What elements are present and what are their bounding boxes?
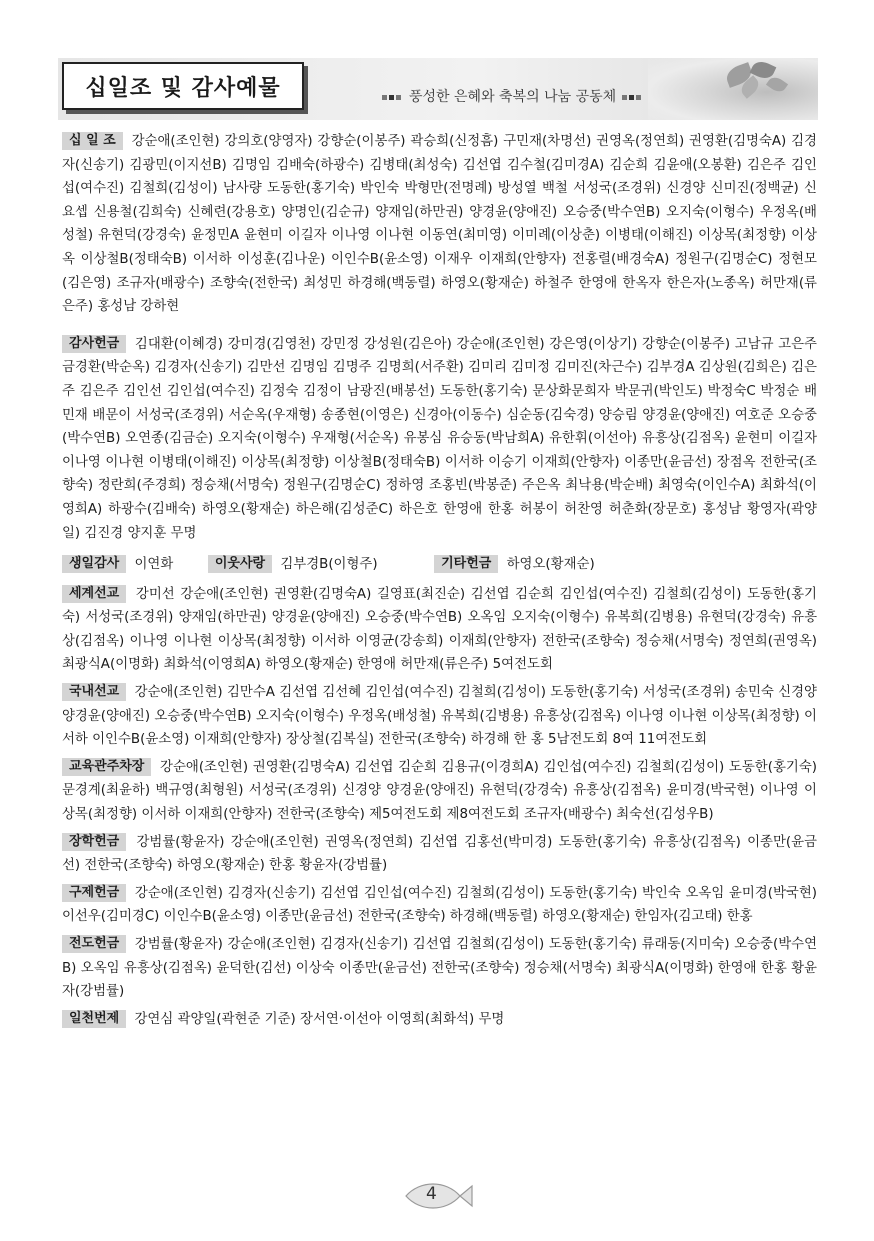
label-birthday: 생일감사 [62, 555, 126, 573]
names-tithe: 강순애(조인현) 강의호(양영자) 강향순(이봉주) 곽승희(신정흠) 구민재(차명선) 권영옥(정연희) 권영환(김명숙A) 김경자(신송기) 김광민(이지선B) 김명임 김배숙(하광수) 김병태(최성숙) 김선엽 김수철(김미경A) 김순희 김윤애(오봉환) 김은주 김인섭(여수진) 김철희(김성이) 남사량 도동한(홍기숙) 박인숙 박형만(전명례) 방성열 백철 서성국(조경위) 신경양 신미진(정백균) 신요셉 신용철(김희숙) 신혜련(강용호) 양명인(김순규) 양재임(하만권) 양경윤(양애진) 오승중(박수연B) 오지숙(이형수) 우정옥(배성철) 유현덕(강경숙) 윤정민A 윤현미 이길자 이나영 이나현 이동연(최미영) 이미례(이상춘) 이병태(이해진) 이상목(최정향) 이상옥 이상철B(정태숙B) 이서하 이성훈(김나운) 이인수B(윤소영) 이재우 이재희(안향자) 전홍렬(배경숙A) 정원구(김명순C) 정현모(김은영) 조규자(배광수) 조향숙(전한국) 최성민 하경해(백동렬) 하영오(황재순) 하철주 한영애 한옥자 한은자(노종옥) 허만재(류은주) 홍성남 강하현 [62, 134, 817, 315]
section-misc-row [62, 553, 817, 577]
names-ilcheon: 강연심 곽양일(곽현준 기준) 장서연·이선아 이영희(최화석) 무명 [134, 1011, 505, 1027]
section-scholarship [62, 831, 817, 878]
names-relief: 강순애(조인현) 김경자(신송기) 김선엽 김인섭(여수진) 김철희(김성이) 도동한(홍기숙) 박인숙 오옥임 윤미경(박국현) 이선우(김미경C) 이인수B(윤소영) 이종만(윤금선) 전한국(조향숙) 하경해(백동렬) 하영오(황재순) 한임자(김고태) 한홍 [62, 885, 817, 925]
section-tithe [62, 130, 817, 319]
section-domestic-mission [62, 681, 817, 752]
label-domestic-mission: 국내선교 [62, 683, 126, 701]
names-education: 강순애(조인현) 권영환(김명숙A) 김선엽 김순희 김용규(이경희A) 김인섭(여수진) 김철희(김성이) 도동한(홍기숙) 문경계(최윤하) 백규영(최형원) 서성국(조경위) 신경양 양경윤(양애진) 유현덕(강경숙) 유흥상(김점옥) 윤미경(박국현) 이나영 이상목(최정향) 이서하 이재희(안향자) 전한국(조향숙) 제5여전도회 제8여전도회 조규자(배광수) 최숙선(김성우B) [62, 759, 817, 823]
names-evangelism: 강범률(황윤자) 강순애(조인현) 김경자(신송기) 김선엽 김철희(김성이) 도동한(홍기숙) 류래동(지미숙) 오승중(박수연B) 오옥임 유흥상(김점옥) 윤덕한(김선) 이상숙 이종만(윤금선) 전한국(조향숙) 정승채(서명숙) 최광식A(이명화) 한영애 한홍 황윤자(강범률) [62, 937, 818, 1000]
names-scholarship: 강범률(황윤자) 강순애(조인현) 권영옥(정연희) 김선엽 김홍선(박미경) 도동한(홍기숙) 유흥상(김점옥) 이종만(윤금선) 전한국(조향숙) 하영오(황재순) 한홍 황윤자(강범률) [62, 834, 817, 874]
names-other: 하영오(황재순) [506, 557, 595, 573]
names-world-mission: 강미선 강순애(조인현) 권영환(김명숙A) 길영표(최진순) 김선엽 김순희 김인섭(여수진) 김철희(김성이) 도동한(홍기숙) 서성국(조경위) 양재임(하만권) 양경윤(양애진) 오승중(박수연B) 오옥임 오지숙(이형수) 유복희(김병용) 유현덕(강경숙) 유흥상(김점옥) 이나영 이나현 이상목(최정향) 이서하 이영균(강송희) 이재희(안향자) 전한국(조향숙) 정승채(서명숙) 정연희(권영옥) 최광식A(이명화) 최화석(이영희A) 하영오(황재순) 한영애 허만재(류은주) 5여전도회 [62, 586, 818, 673]
section-evangelism [62, 933, 817, 1004]
label-evangelism: 전도헌금 [62, 935, 126, 953]
plant-illustration [648, 58, 818, 120]
subtitle-text: 풍성한 은혜와 축복의 나눔 공동체 [409, 89, 617, 105]
names-birthday: 이연화 [134, 557, 174, 573]
label-scholarship: 장학헌금 [62, 833, 126, 851]
section-world-mission [62, 583, 817, 677]
label-world-mission: 세계선교 [62, 585, 126, 603]
subtitle [382, 86, 643, 106]
label-neighbor: 이웃사랑 [208, 555, 272, 573]
decor-squares-right [622, 88, 643, 104]
names-thanks: 김대환(이혜경) 강미경(김영천) 강민정 강성원(김은아) 강순애(조인현) 강은영(이상기) 강향순(이봉주) 고남규 고은주 금경환(박순옥) 김경자(신송기) 김만선 김명임 김명주 김명희(서주환) 김미리 김미정 김미진(차근수) 김부경A 김상원(김희은) 김은주 김은주 김인선 김인섭(여수진) 김정숙 김정이 남광진(배봉선) 도동한(홍기숙) 문상화문희자 박문귀(박인도) 박정숙C 박정순 배민재 배문이 서성국(조경위) 서순옥(우재형) 송종현(이영은) 신경아(이동수) 심순동(김숙경) 양승림 양경윤(양애진) 여호준 오승중(박수연B) 오연종(김금순) 오지숙(이형수) 우재형(서순옥) 유봉심 유승동(박남희A) 유한휘(이선아) 유흥상(김점옥) 윤현미 이길자 이나영 이나현 이병태(이해진) 이상목(최정향) 이상철B(정태숙B) 이서하 이승기 이재희(안향자) 이종만(윤금선) 장점옥 전한국(조향숙) 정란희(주경희) 정승채(서명숙) 정원구(김명순C) 정하영 조홍빈(박봉준) 주은옥 최낙용(박순배) 최영숙(이인수A) 최화석(이영희A) 하광수(김배숙) 하영오(황재순) 하은해(김성준C) 하은호 한영애 한홍 허봉이 허찬영 허춘화(장문호) 홍성남 황영자(곽양일) 김진경 양지훈 무명 [62, 336, 817, 541]
page-number [402, 1178, 474, 1214]
page-title-box [62, 62, 304, 110]
names-neighbor: 김부경B(이형주) [280, 557, 378, 573]
decor-squares-left [382, 88, 403, 104]
label-thanks: 감사헌금 [62, 335, 126, 353]
label-relief: 구제헌금 [62, 884, 126, 902]
label-education: 교육관주차장 [62, 758, 151, 776]
page-number-text: 4 [426, 1184, 437, 1204]
label-other: 기타헌금 [434, 555, 498, 573]
fish-icon [402, 1178, 474, 1214]
names-domestic-mission: 강순애(조인현) 김만수A 김선엽 김선혜 김인섭(여수진) 김철희(김성이) 도동한(홍기숙) 서성국(조경위) 송민숙 신경양 양경윤(양애진) 오승중(박수연B) 오지숙(이형수) 우정옥(배성철) 유복희(김병용) 유흥상(김점옥) 이나영 이나현 이상목(최정향) 이서하 이인수B(윤소영) 이재희(안향자) 장상철(김복실) 전한국(조향숙) 하경해 한 홍 5남전도회 8여 11여전도회 [62, 685, 817, 748]
section-thanks [62, 333, 817, 545]
section-ilcheon [62, 1008, 817, 1032]
section-education [62, 756, 817, 827]
section-relief [62, 882, 817, 929]
offering-list [62, 130, 817, 1031]
page-title: 십일조 및 감사예물 [85, 75, 281, 101]
label-ilcheon: 일천번제 [62, 1010, 126, 1028]
label-tithe: 십 일 조 [62, 132, 123, 150]
